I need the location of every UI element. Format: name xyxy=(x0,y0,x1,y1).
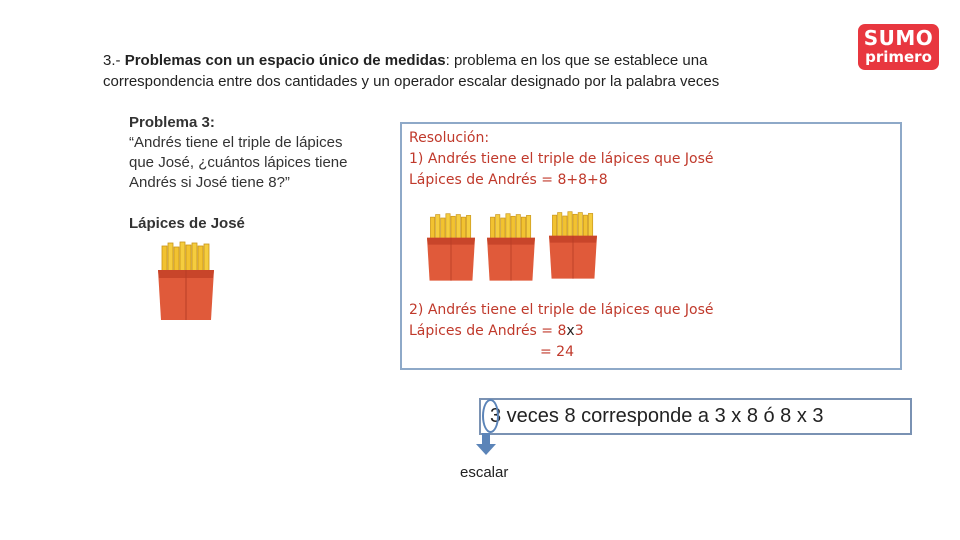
resolution-mult xyxy=(409,321,714,342)
equation-text: 3 veces 8 corresponde a 3 x 8 ó 8 x 3 xyxy=(490,405,824,427)
equation-box xyxy=(479,398,912,435)
resolution-step1: 1) Andrés tiene el triple de lápices que José xyxy=(409,151,714,167)
mult-x: x xyxy=(566,323,575,339)
pencil-cup-icon xyxy=(545,210,601,282)
jose-label: Lápices de José xyxy=(129,215,245,232)
header-text xyxy=(103,50,823,92)
resolution-title: Resolución: xyxy=(409,130,490,146)
logo-line2: primero xyxy=(865,48,932,66)
pencil-cup-icon xyxy=(154,240,218,324)
header-bold: Problemas con un espacio único de medidas xyxy=(124,52,446,69)
resolution-block-2 xyxy=(409,300,714,363)
pencil-cup-icon xyxy=(483,212,539,284)
problem-line: que José, ¿cuántos lápices tiene xyxy=(129,154,348,171)
problem-line: “Andrés tiene el triple de lápices xyxy=(129,134,343,151)
header-prefix: 3.- xyxy=(103,52,125,69)
pencil-cup-icon xyxy=(423,212,479,284)
scalar-label: escalar xyxy=(460,464,509,481)
resolution-result: = 24 xyxy=(540,344,574,360)
resolution-step2: 2) Andrés tiene el triple de lápices que José xyxy=(409,302,714,318)
resolution-block-1 xyxy=(409,128,714,191)
header-rest: : problema en los que se establece una xyxy=(445,52,708,69)
header-line2: correspondencia entre dos cantidades y un operador escalar designado por la palabra veces xyxy=(103,73,720,90)
scalar-circle xyxy=(482,399,499,433)
mult-prefix: Lápices de Andrés = 8 xyxy=(409,323,567,339)
down-arrow-icon xyxy=(476,433,496,457)
problem-line: Andrés si José tiene 8?” xyxy=(129,174,290,191)
mult-suffix: 3 xyxy=(574,323,584,339)
resolution-sum: Lápices de Andrés = 8+8+8 xyxy=(409,172,608,188)
sumo-logo xyxy=(858,24,939,70)
problem-title: Problema 3: xyxy=(129,114,215,131)
problem-statement xyxy=(129,113,389,193)
logo-line1: SUMO xyxy=(863,26,934,50)
